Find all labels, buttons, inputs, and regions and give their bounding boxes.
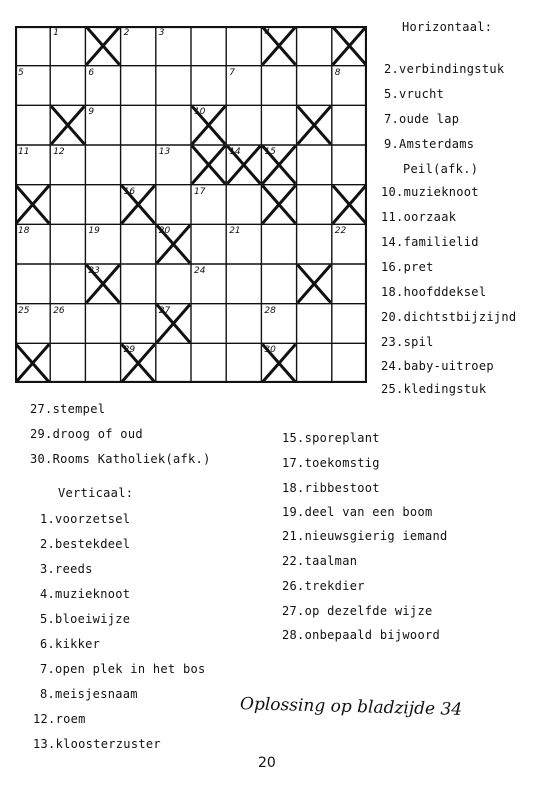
horizontal-title: Horizontaal: [402,20,493,34]
cell-number: 30 [264,345,276,356]
cell-number: 18 [18,226,30,237]
clue-v: 3.reeds [40,562,93,576]
clue-h: 5.vrucht [384,87,445,101]
clue-h: 27.stempel [30,402,106,416]
cell-number: 25 [18,305,30,316]
clue-h: 2.verbindingstuk [384,62,505,76]
horizontal-clues-continued [30,400,290,470]
clue-v: 26.trekdier [282,579,365,593]
cell-number: 19 [88,226,100,237]
clue-h: 29.droog of oud [30,427,143,441]
cell-number: 4 [264,28,271,38]
cell-number: 21 [229,226,241,237]
cell-number: 26 [53,305,65,316]
cell-number: 3 [158,28,165,38]
cell-number: 29 [123,345,136,356]
cell-number: 23 [88,266,100,276]
clue-v: 8.meisjesnaam [40,687,138,701]
cell-number: 27 [158,305,171,316]
cell-number: 28 [264,305,276,316]
vertical-clues-right [282,425,547,645]
clue-h: 25.kledingstuk [381,382,487,396]
clue-v: 27.op dezelfde wijze [282,604,433,618]
clue-v: 15.sporeplant [282,431,380,445]
cell-number: 9 [88,107,95,118]
clue-v: 12.roem [33,712,86,726]
clue-v: 4.muzieknoot [40,587,131,601]
cell-number: 12 [53,147,65,157]
cell-number: 2 [123,28,130,38]
clue-v: 13.kloosterzuster [33,737,161,751]
clue-h: 10.muzieknoot [381,185,479,199]
clue-v: 17.toekomstig [282,456,380,470]
clue-v: 5.bloeiwijze [40,612,131,626]
cell-number: 16 [123,186,136,197]
grid-lines [15,26,367,383]
cell-number: 10 [194,107,206,118]
cell-number: 5 [18,67,24,78]
clue-h: 24.baby-uitroep [381,359,494,373]
crossword-grid [15,26,367,383]
clue-v: 18.ribbestoot [282,481,380,495]
cell-number: 7 [229,67,235,78]
clue-v: 19.deel van een boom [282,505,433,519]
clue-h: 30.Rooms Katholiek(afk.) [30,452,211,466]
page-number: 20 [258,755,276,771]
clue-h: 9.Amsterdams [384,137,475,151]
clue-v: 2.bestekdeel [40,537,131,551]
clue-v: 21.nieuwsgierig iemand [282,529,448,543]
clue-v: 7.open plek in het bos [40,662,206,676]
cell-number: 14 [229,147,241,157]
clue-h: 7.oude lap [384,112,460,126]
clue-h: 11.oorzaak [381,210,457,224]
solution-note: Oplossing op bladzijde 34 [239,694,463,720]
cell-number: 20 [158,226,171,237]
clue-h: Peil(afk.) [403,162,479,176]
clue-h: 20.dichtstbijzijnd [381,310,517,324]
clue-h: 18.hoofddeksel [381,285,487,299]
clue-h: 23.spil [381,335,434,349]
cell-number: 8 [334,67,341,78]
clue-v: 22.taalman [282,554,358,568]
cell-number: 15 [264,147,276,157]
cell-number: 6 [88,67,95,78]
cell-number: 13 [158,147,171,157]
horizontal-clues [381,0,559,400]
cell-number: 17 [194,186,206,197]
cell-number: 1 [53,28,59,38]
vertical-title: Verticaal: [58,486,134,500]
cell-number: 11 [18,147,30,157]
cell-number: 22 [334,226,347,237]
cell-number: 24 [194,266,206,276]
clue-h: 14.familielid [381,235,479,249]
clue-h: 16.pret [381,260,434,274]
clue-v: 1.voorzetsel [40,512,131,526]
clue-v: 28.onbepaald bijwoord [282,628,441,642]
clue-v: 6.kikker [40,637,101,651]
